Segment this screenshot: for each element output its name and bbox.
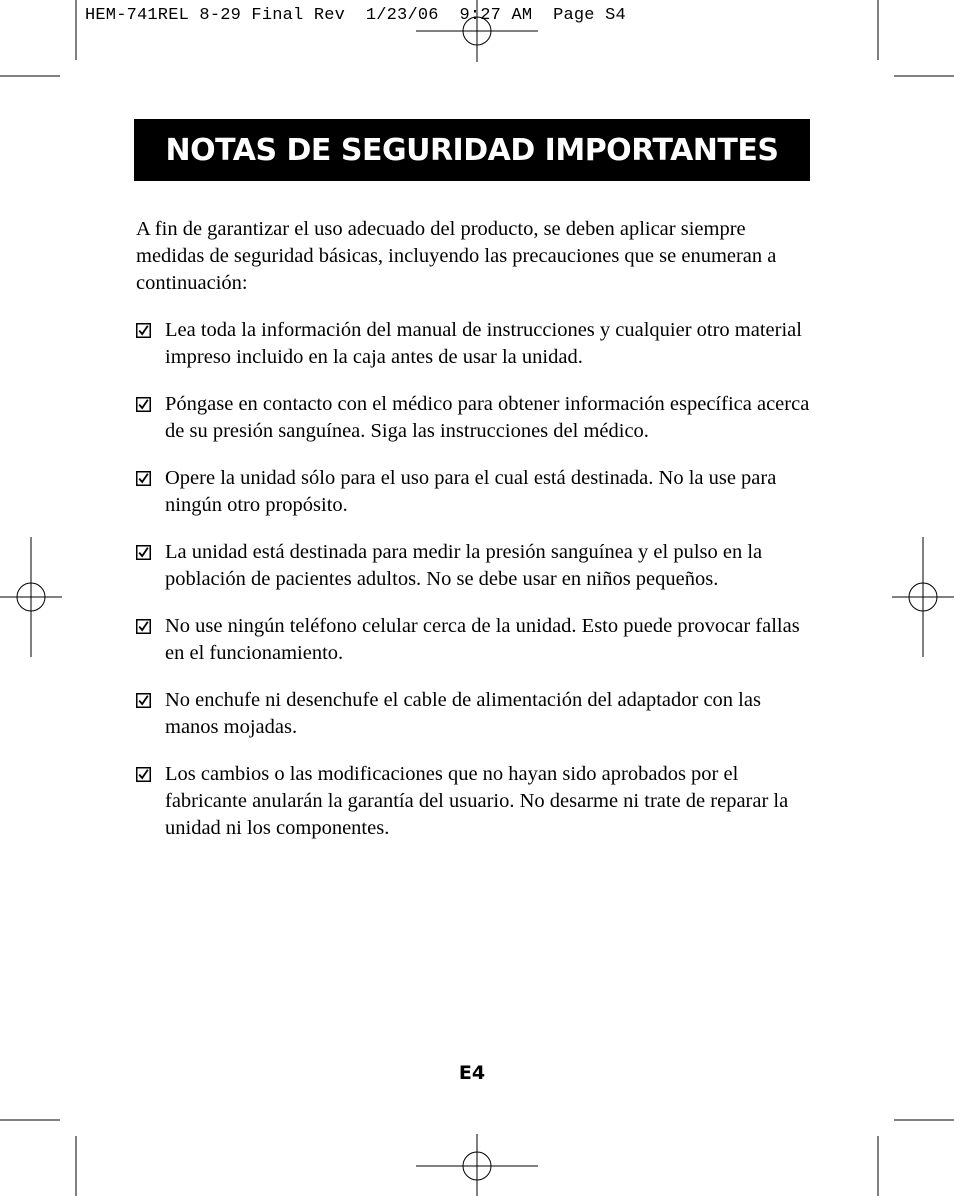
list-item — [136, 391, 816, 445]
checked-box-icon — [136, 317, 165, 371]
list-item-text: Los cambios o las modificaciones que no hayan sido aprobados por el fabricante anularán la garantía del usuario. No desarme ni trate de reparar la unidad ni los componentes. — [165, 763, 789, 839]
checked-box-icon — [136, 761, 165, 842]
checked-box-icon — [136, 391, 165, 445]
safety-notes — [136, 216, 816, 862]
page-number: E4 — [458, 1062, 486, 1084]
checked-box-icon — [136, 613, 165, 667]
list-item — [136, 465, 816, 519]
checked-box-icon — [136, 465, 165, 519]
list-item-text: Opere la unidad sólo para el uso para el cual está destinada. No la use para ningún otro propósito. — [165, 467, 777, 516]
list-item-text: Póngase en contacto con el médico para obtener información específica acerca de su presión sanguínea. Siga las instrucciones del médico. — [165, 393, 810, 442]
list-item-text: No use ningún teléfono celular cerca de la unidad. Esto puede provocar fallas en el funcionamiento. — [165, 615, 800, 664]
intro-paragraph: A fin de garantizar el uso adecuado del producto, se deben aplicar siempre medidas de seguridad básicas, incluyendo las precauciones que se enumeran a continuación: — [136, 218, 777, 294]
list-item-text: No enchufe ni desenchufe el cable de alimentación del adaptador con las manos mojadas. — [165, 689, 761, 738]
list-item-text: La unidad está destinada para medir la presión sanguínea y el pulso en la población de pacientes adultos. No se debe usar en niños pequeños. — [165, 541, 763, 590]
page-title: NOTAS DE SEGURIDAD IMPORTANTES — [165, 132, 779, 168]
print-slug: HEM-741REL 8-29 Final Rev 1/23/06 9:27 AM Page S4 — [85, 6, 626, 25]
page-title-banner — [134, 119, 810, 181]
list-item — [136, 317, 816, 371]
list-item — [136, 761, 816, 842]
checked-box-icon — [136, 539, 165, 593]
list-item — [136, 687, 816, 741]
list-item-text: Lea toda la información del manual de instrucciones y cualquier otro material impreso incluido en la caja antes de usar la unidad. — [165, 319, 802, 368]
list-item — [136, 539, 816, 593]
checked-box-icon — [136, 687, 165, 741]
safety-list — [136, 317, 816, 842]
list-item — [136, 613, 816, 667]
